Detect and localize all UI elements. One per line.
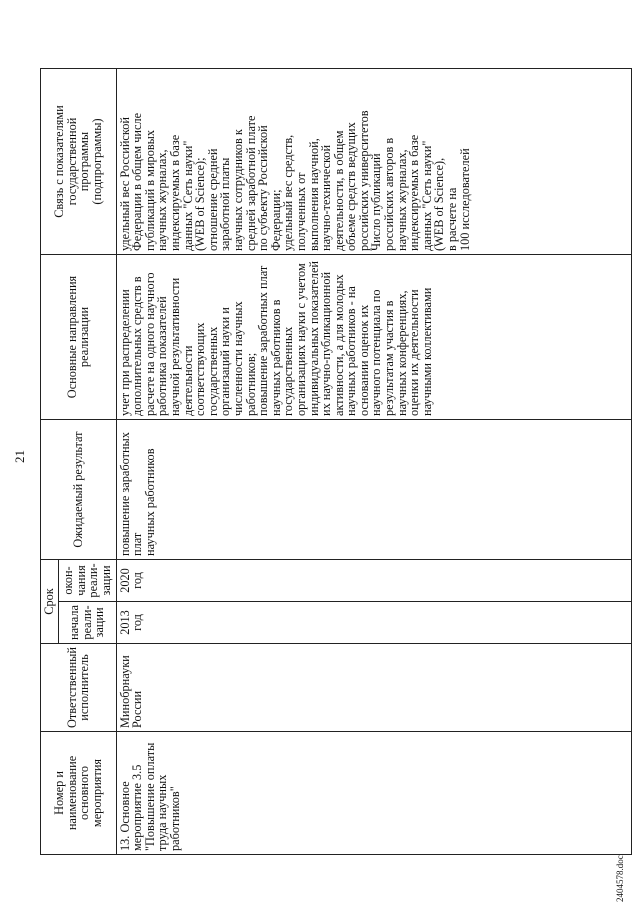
header-executor: Ответственный исполнитель [41,644,117,732]
header-result: Ожидаемый результат [41,420,117,560]
cell-directions: учет при распределении дополнительных средств в расчете на одного научного работника показателей научной результативности деятельности соответствующих государственных организаций науки и численности научных работников; повышение заработных плат научных работников в государственных организациях науки с учетом индивидуальных показателей их научно-публикационной активности, а для молодых научных работников - на основании оценок их научного потенциала по результатам участия в научных конференциях, оценки их деятельности научными коллективами [116,255,631,420]
header-start: начала реали- зации [58,602,116,644]
page-number: 21 [12,450,27,463]
cell-number-name: 13. Основное мероприятие 3.5 "Повышение оплаты труда научных работников" [116,732,631,855]
cell-end: 2020 год [116,560,631,602]
cell-link: удельный вес Российской Федерации в общем числе публикаций в мировых научных журналах, индексируемых в базе данных "Сеть науки" (WEB of Science); отношение средней заработной платы научных сотрудников к средней заработной плате по субъекту Российской Федерации; удельный вес средств, полученных от выполнения научной, научно-технической деятельности, в общем объеме средств ведущих российских университетов Число публикаций российских авторов в научных журналах, индексируемых в базе данных "Сеть науки" (WEB of Science), в расчете на 100 исследователей [116,69,631,255]
measures-table [40,68,632,855]
header-number-name: Номер и наименование основного мероприятия [41,732,117,855]
header-term: Срок [41,560,59,644]
header-link: Связь с показателями государственной программы (подпрограммы) [41,69,117,255]
table-row [116,69,631,855]
header-directions: Основные направления реализации [41,255,117,420]
document-code: 2404578.doc [615,855,625,902]
cell-start: 2013 год [116,602,631,644]
cell-result: повышение заработных плат научных работников [116,420,631,560]
header-end: окон- чания реали- зации [58,560,116,602]
cell-executor: Минобрнауки России [116,644,631,732]
